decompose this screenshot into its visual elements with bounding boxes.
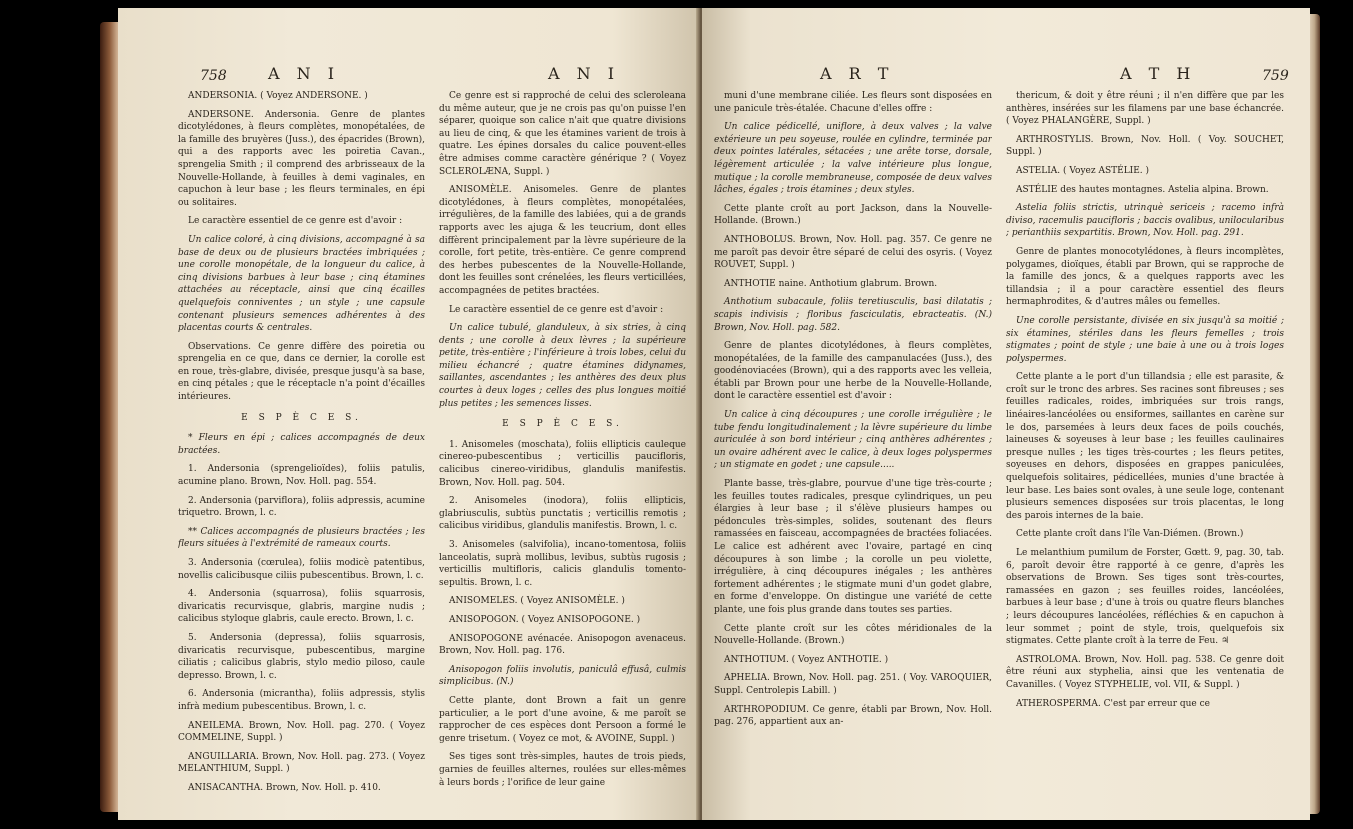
paragraph: ANDERSONE. Andersonia. Genre de plantes dicotylédones, à fleurs complètes, monopétalées, de la famille des bruyères (Juss.), des épacrides (Brown), qui a des rapports avec les poiretia Cavan., sprengelia Smith ; il comprend des arbrisseaux de la Nouvelle-Hollande, à feuilles à demi vaginales, en capuchon à leur base ; les fleurs terminales, en épi ou solitaires. <box>178 109 425 208</box>
paragraph: Le caractère essentiel de ce genre est d'avoir : <box>188 216 403 227</box>
paragraph: ARTHROSTYLIS. Brown, Nov. Holl. ( Voy. SOUCHET, Suppl. ) <box>1006 134 1284 158</box>
paragraph: ANDERSONIA. ( Voyez ANDERSONE. ) <box>188 91 368 101</box>
paragraph: Le melanthium pumilum de Forster, Gœtt. 9, pag. 30, tab. 6, paroît devoir être rapporté à ce genre, d'après les observations de Brown. Ses tiges sont très-courtes, ramassées en gazon ; ses feuilles roides, lancéolées, barbues à leur base ; d'une à trois ou quatre fleurs blanches ; leurs découpures lancéolées, réfléchies & en capuchon à leur sommet ; point de style, trois, quelquefois six stigmates. Cette plante croît à la terre de Feu. ♃ <box>1006 548 1284 647</box>
paragraph: ASTELIA. ( Voyez ASTÉLIE. ) <box>1016 165 1150 176</box>
paragraph: 2. Andersonia (parviflora), foliis adpressis, acumine triquetro. Brown, l. c. <box>178 495 425 519</box>
running-head-right-1: A R T <box>820 64 895 83</box>
paragraph: 1. Andersonia (sprengelioïdes), foliis patulis, acumine plano. Brown, Nov. Holl. pag. 554. <box>178 464 425 488</box>
paragraph: Ce genre est si rapproché de celui des scleroleana du même auteur, que je ne crois pas qu'on puisse l'en séparer, quoique son calice n'ait que quatre divisions au lieu de cinq, & que les étamines varient de trois à quatre. Les épines dorsales du calice pouvent-elles être admises comme caractère générique ? ( Voyez SCLEROLÆNA, Suppl. ) <box>439 91 686 177</box>
left-column-2 <box>439 90 686 810</box>
paragraph: 1. Anisomeles (moschata), foliis ellipticis cauleque cinereo-pubescentibus ; verticillis paucifloris, calicibus cinereo-viridibus, glandulis manifestis. Brown, Nov. Holl. pag. 504. <box>439 439 686 488</box>
paragraph: Genre de plantes monocotylédones, à fleurs incomplètes, polygames, dioïques, établi par Brown, qui se rapproche de la famille des joncs, & a quelques rapports avec les tillandsia ; il a pour caractère essentiel des fleurs hermaphrodites, & d'autres mâles ou femelles. <box>1006 246 1284 308</box>
paragraph: ASTÉLIE des hautes montagnes. Astelia alpina. Brown. <box>1016 184 1269 195</box>
paragraph: * Fleurs en épi ; calices accompagnés de deux bractées. <box>178 433 425 456</box>
paragraph: Un calice coloré, à cinq divisions, accompagné à sa base de deux ou de plusieurs bractées imbriquées ; une corolle monopétale, de la longueur du calice, à cinq divisions barbues à leur base ; cinq étamines attachées au réceptacle, ainsi que cinq écailles quelquefois conniventes ; un style ; une capsule contenant plusieurs semences adhérentes à des placentas courts & centrales. <box>178 234 425 334</box>
paragraph: ANTHOTIE naine. Anthotium glabrum. Brown. <box>724 278 938 289</box>
paragraph: Genre de plantes dicotylédones, à fleurs complètes, monopétalées, de la famille des campanulacées (Juss.), des goodénoviacées (Brown), qui a des rapports avec les velleia, établi par Brown pour une herbe de la Nouvelle-Hollande, dont le caractère essentiel est d'avoir : <box>714 341 992 402</box>
paragraph: thericum, & doit y être réuni ; il n'en diffère que par les anthères, insérées sur les filamens par une base échancrée. ( Voyez PHALANGÈRE, Suppl. ) <box>1006 91 1284 127</box>
page-number-right: 759 <box>1262 68 1289 84</box>
paragraph: ASTROLOMA. Brown, Nov. Holl. pag. 538. Ce genre doit être réuni aux styphelia, ainsi que les ventenatia de Cavanilles. ( Voyez STYPHELIE, vol. VII, & Suppl. ) <box>1006 654 1284 690</box>
paragraph: E S P È C E S. <box>502 419 623 430</box>
paragraph: Cette plante a le port d'un tillandsia ; elle est parasite, & croît sur le tronc des arbres. Ses racines sont fibreuses ; ses feuilles radicales, roides, imbriquées sur trois rangs, linéaires-lancéolées ou ensiformes, saillantes en carène sur le dos, parsemées à leurs deux faces de poils couchés, laineuses & soyeuses à leur base ; les feuilles caulinaires presque nulles ; les tiges très-courtes ; les fleurs petites, soyeuses en dehors, disposées en grappes paniculées, quelquefois solitaires, pédicellées, munies d'une bractée à leur base. Les baies sont ovales, à une seule loge, contenant plusieurs semences disposées sur trois placentas, le long des parois internes de la baie. <box>1006 372 1284 521</box>
paragraph: APHELIA. Brown, Nov. Holl. pag. 251. ( Voy. VAROQUIER, Suppl. Centrolepis Labill. ) <box>714 673 992 696</box>
paragraph: ARTHROPODIUM. Ce genre, établi par Brown, Nov. Holl. pag. 276, appartient aux an- <box>714 704 992 728</box>
paragraph: ANGUILLARIA. Brown, Nov. Holl. pag. 273. ( Voyez MELANTHIUM, Suppl. ) <box>178 751 425 775</box>
page-number-left: 758 <box>200 68 227 84</box>
paragraph: Anthotium subacaule, foliis teretiusculis, basi dilatatis ; scapis indivisis ; floribus fasciculatis, ebracteatis. (N.) Brown, Nov. Holl. pag. 582. <box>714 297 992 333</box>
left-page <box>118 8 700 820</box>
paragraph: Cette plante, dont Brown a fait un genre particulier, a le port d'une avoine, & me paroît se rapprocher de ces espèces dont Persoon a formé le genre trisetum. ( Voyez ce mot, & AVOINE, Suppl. ) <box>439 695 686 744</box>
running-head-left-col2: A N I <box>548 64 621 83</box>
paragraph: E S P È C E S. <box>241 412 362 423</box>
running-head-right-2: A T H <box>1120 64 1197 83</box>
paragraph: Anisopogon foliis involutis, paniculâ effusâ, culmis simplicibus. (N.) <box>439 664 686 688</box>
paragraph: ANISOMELES. ( Voyez ANISOMÈLE. ) <box>449 596 625 607</box>
paragraph: ** Calices accompagnés de plusieurs bractées ; les fleurs situées à l'extrémité de rameaux courts. <box>178 526 425 550</box>
paragraph: Cette plante croît sur les côtes méridionales de la Nouvelle-Hollande. (Brown.) <box>714 623 992 647</box>
paragraph: 4. Andersonia (squarrosa), foliis squarrosis, divaricatis recurvisque, glabris, margine nudis ; calicibus styloque glabris, caule erecto. Brown, l. c. <box>178 589 425 625</box>
paragraph: ANEILEMA. Brown, Nov. Holl. pag. 270. ( Voyez COMMELINE, Suppl. ) <box>178 720 425 744</box>
paragraph: Cette plante croît au port Jackson, dans la Nouvelle-Hollande. (Brown.) <box>714 203 992 227</box>
right-column-2 <box>1006 90 1284 810</box>
paragraph: ATHEROSPERMA. C'est par erreur que ce <box>1016 698 1210 709</box>
paragraph: ANISOMÈLE. Anisomeles. Genre de plantes dicotylédones, à fleurs complètes, monopétalées, irrégulières, de la famille des labiées, qui a de grands rapports avec les ajuga & les teucrium, dont elles diffèrent principalement par la lèvre supérieure de la corolle, fort petite, très-entière. Ce genre comprend des herbes pubescentes de la Nouvelle-Hollande, dont les feuilles sont crénelées, les fleurs verticillées, accompagnées de petites bractées. <box>439 185 686 296</box>
paragraph: 5. Andersonia (depressa), foliis squarrosis, divaricatis recurvisque, pubescentibus, margine ciliatis ; calicibus glabris, stylo medio piloso, caule depresso. Brown, l. c. <box>178 632 425 681</box>
paragraph: 2. Anisomeles (inodora), foliis ellipticis, glabriusculis, subtùs punctatis ; verticillis remotis ; calicibus viridibus, glandulis manifestis. Brown, l. c. <box>439 496 686 532</box>
paragraph: ANISACANTHA. Brown, Nov. Holl. p. 410. <box>188 782 381 793</box>
open-book <box>118 8 1310 820</box>
paragraph: Astelia foliis strictis, utrinquè sericeis ; racemo infrà diviso, racemulis paucifloris ; baccis ovalibus, unilocularibus ; perianthiis sexpartitis. Brown, Nov. Holl. pag. 291. <box>1006 203 1284 239</box>
paragraph: Ses tiges sont très-simples, hautes de trois pieds, garnies de feuilles alternes, roulées sur elles-mêmes à leurs bords ; l'orifice de leur gaine <box>439 752 686 788</box>
paragraph: Plante basse, très-glabre, pourvue d'une tige très-courte ; les feuilles toutes radicales, presque cylindriques, un peu élargies à leur base ; il s'élève plusieurs hampes ou pédoncules très-simples, solides, soutenant des fleurs ramassées en faisceau, accompagnées de bractées foliacées. Le calice est adhérent avec l'ovaire, partagé en cinq découpures à son limbe ; la corolle un peu violette, irrégulière, à cinq découpures inégales ; les anthères fortement adhérentes ; le stigmate muni d'un godet glabre, en forme d'enveloppe. On distingue une variété de cette plante, une fois plus grande dans toutes ses parties. <box>714 479 992 615</box>
right-column-1 <box>714 90 992 810</box>
paragraph: muni d'une membrane ciliée. Les fleurs sont disposées en une panicule très-étalée. Chacune d'elles offre : <box>714 91 992 114</box>
paragraph: Cette plante croît dans l'île Van-Diémen. (Brown.) <box>1016 529 1244 540</box>
left-column-1 <box>178 90 425 810</box>
paragraph: ANISOPOGON. ( Voyez ANISOPOGONE. ) <box>449 614 641 625</box>
paragraph: Un calice tubulé, glanduleux, à six stries, à cinq dents ; une corolle à deux lèvres ; la supérieure petite, très-entière ; l'inférieure à trois lobes, celui du milieu échancré ; quatre étamines didynames, saillantes, ascendantes ; les anthères des deux plus courtes à deux loges ; celles des plus longues moitié plus petites ; les semences lisses. <box>439 323 686 409</box>
paragraph: Un calice à cinq découpures ; une corolle irrégulière ; le tube fendu longitudinalement ; la lèvre supérieure du limbe auriculée à son bord intérieur ; cinq anthères adhérentes ; un ovaire adhérent avec le calice, à deux loges polyspermes ; un stigmate en godet ; une capsule..... <box>714 410 992 471</box>
paragraph: 3. Anisomeles (salvifolia), incano-tomentosa, foliis lanceolatis, suprà mollibus, levibus, subtùs rugosis ; verticillis multifloris, calicis glandulis tomento-sepultis. Brown, l. c. <box>439 540 686 588</box>
right-page <box>702 8 1310 820</box>
paragraph: Une corolle persistante, divisée en six jusqu'à sa moitié ; six étamines, stériles dans les fleurs femelles ; trois stigmates ; point de style ; une baie à une ou à trois loges polyspermes. <box>1006 315 1284 364</box>
paragraph: ANTHOBOLUS. Brown, Nov. Holl. pag. 357. Ce genre ne me paroît pas devoir être séparé de celui des osyris. ( Voyez ROUVET, Suppl. ) <box>714 234 992 271</box>
paragraph: ANTHOTIUM. ( Voyez ANTHOTIE. ) <box>724 654 889 665</box>
paragraph: Le caractère essentiel de ce genre est d'avoir : <box>449 304 664 315</box>
paragraph: 6. Andersonia (micrantha), foliis adpressis, stylis infrà medium pubescentibus. Brown, l. c. <box>178 689 425 712</box>
paragraph: 3. Andersonia (cœrulea), foliis modicè patentibus, novellis calicibusque ciliis pubescentibus. Brown, l. c. <box>178 558 425 581</box>
paragraph: ANISOPOGONE avénacée. Anisopogon avenaceus. Brown, Nov. Holl. pag. 176. <box>439 633 686 657</box>
paragraph: Observations. Ce genre diffère des poiretia ou sprengelia en ce que, dans ce dernier, la corolle est en roue, très-glabre, divisée, presque jusqu'à sa base, en cinq pétales ; que le réceptacle n'a point d'écailles intérieures. <box>178 341 425 403</box>
running-head-left: A N I <box>268 64 341 83</box>
paragraph: Un calice pédicellé, uniflore, à deux valves ; la valve extérieure un peu soyeuse, roulée en cylindre, terminée par deux pointes latérales, sétacées ; une arête torse, dorsale, légèrement articulée ; la valve intérieure plus longue, mutique ; la corolle membraneuse, composée de deux valves lâches, égales ; trois étamines ; deux styles. <box>714 122 992 196</box>
